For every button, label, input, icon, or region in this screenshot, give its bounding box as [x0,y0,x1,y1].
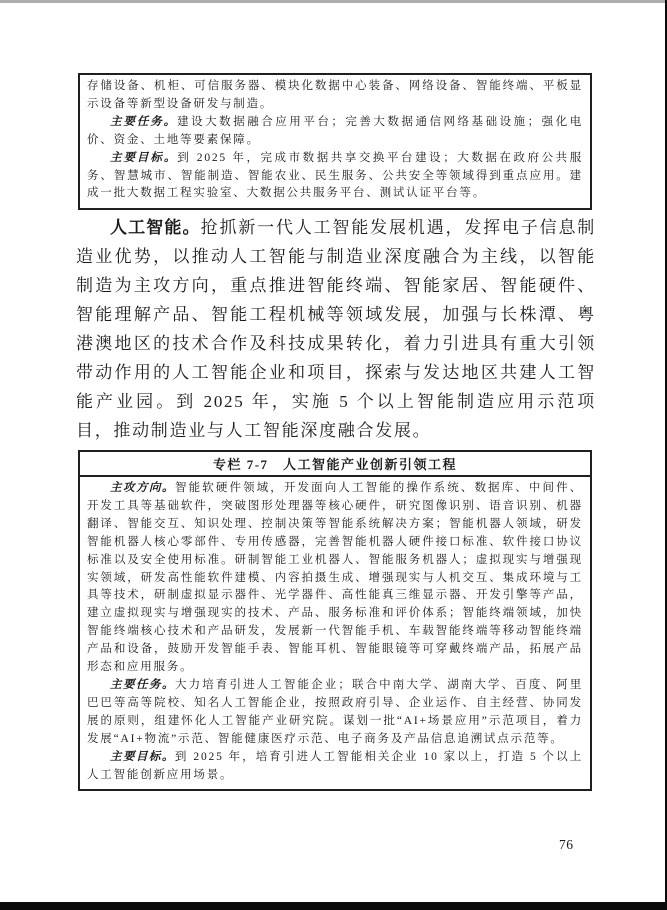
column-box-7-7-body [80,477,590,789]
box2-direction-lead: 主攻方向。 [110,482,176,494]
box1-paragraph-continuation [87,78,583,114]
box2-paragraph-direction [87,480,583,677]
box2-paragraph-tasks [87,677,583,749]
column-box-7-7 [78,450,592,791]
ai-main-paragraph-lead: 人工智能。 [110,218,201,237]
scan-top-edge-line [0,0,667,3]
ai-main-paragraph-text: 抢抓新一代人工智能发展机遇，发挥电子信息制造业优势，以推动人工智能与制造业深度融合为主线，以智能制造为主攻方向，重点推进智能终端、智能家居、智能硬件、智能理解产品、智能工程机械等领域发展，加强与长株潭、粤港澳地区的技术合作及科技成果转化，着力引进具有重大引领带动作用的人工智能企业和项目，探索与发达地区共建人工智能产业园。到 2025 年，实施 5 个以上智能制造应用示范项目，推动制造业与人工智能深度融合发展。 [76,218,597,440]
box2-tasks-lead: 主要任务。 [110,678,176,691]
box2-paragraph-goals [87,749,583,785]
box1-paragraph-tasks [87,114,583,150]
box2-goals-text: 到 2025 年，培育引进人工智能相关企业 10 家以上，打造 5 个以上人工智能创新应用场景。 [87,750,583,781]
box2-tasks-text: 大力培育引进人工智能企业；联合中南大学、湖南大学、百度、阿里巴巴等高等院校、知名人工智能企业，按照政府引导、企业运作、自主经营、协同发展的原则，组建怀化人工智能产业研究院。谋划一批“AI+场景应用”示范项目，着力发展“AI+物流”示范、智能健康医疗示范、电子商务及产品信息追溯试点示范等。 [87,678,583,745]
scan-bottom-edge-bar [0,902,667,910]
box1-tasks-text: 建设大数据融合应用平台；完善大数据通信网络基础设施；强化电价、资金、土地等要素保障。 [87,115,583,146]
box2-goals-lead: 主要目标。 [110,750,175,763]
column-box-big-data [78,73,592,210]
ai-main-paragraph [76,213,596,445]
box1-goals-text: 到 2025 年，完成市数据共享交换平台建设；大数据在政府公共服务、智慧城市、智能制造、智能农业、民生服务、公共安全等领域得到重点应用。建成一批大数据工程实验室、大数据公共服务平台、测试认证平台等。 [87,151,583,200]
column-box-big-data-body [80,75,590,208]
column-box-7-7-title: 专栏 7-7 人工智能产业创新引领工程 [80,452,590,477]
box2-direction-text: 智能软硬件领域，开发面向人工智能的操作系统、数据库、中间件、开发工具等基础软件，突破图形处理器等核心硬件，研究图像识别、语音识别、机器翻译、智能交互、知识处理、控制决策等智能系统解决方案；智能机器人领域，研发智能机器人核心零部件、专用传感器，完善智能机器人硬件接口标准、软件接口协议标准以及安全使用标准。研制智能工业机器人、智能服务机器人；虚拟现实与增强现实领域，研发高性能软件建模、内容拍摄生成、增强现实与人机交互、集成环境与工具等技术，研制虚拟显示器件、光学器件、高性能真三维显示器、开发引擎等产品，建立虚拟现实与增强现实的技术、产品、服务标准和评价体系；智能终端领域，加快智能终端核心技术和产品研发，发展新一代智能手机、车载智能终端等移动智能终端产品和设备，鼓励开发智能手表、智能耳机、智能眼镜等可穿戴终端产品，拓展产品形态和应用服务。 [87,482,583,674]
box1-continuation-text: 存储设备、机柜、可信服务器、模块化数据中心装备、网络设备、智能终端、平板显示设备等新型设备研发与制造。 [87,80,583,110]
box1-paragraph-goals [87,150,583,204]
box1-tasks-lead: 主要任务。 [110,115,178,128]
box1-goals-lead: 主要目标。 [110,151,178,164]
page-number: 76 [559,837,574,852]
